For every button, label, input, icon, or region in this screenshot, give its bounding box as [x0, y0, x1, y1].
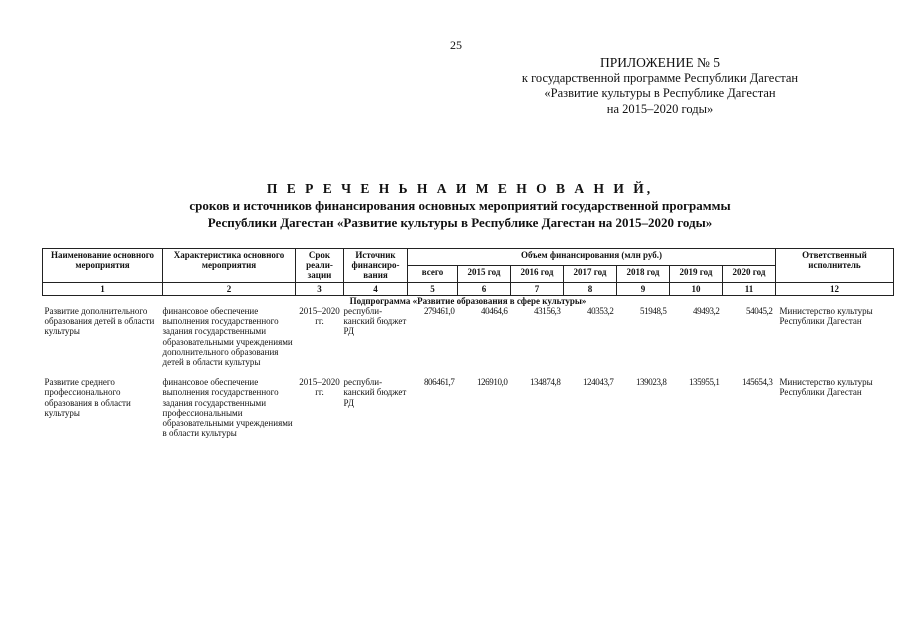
financing-table	[42, 248, 894, 438]
heading-title: П Е Р Е Ч Е Н Ь Н А И М Е Н О В А Н И Й,	[266, 181, 654, 196]
column-number: 12	[776, 282, 894, 295]
column-number: 8	[564, 282, 617, 295]
column-number: 9	[617, 282, 670, 295]
page-number: 25	[450, 38, 462, 52]
header-total: всего	[408, 265, 458, 282]
appendix-line-4: на 2015–2020 годы»	[606, 101, 714, 116]
row-2016: 134874,8	[529, 377, 561, 388]
column-number: 5	[408, 282, 458, 295]
heading-subtitle-1: сроков и источников финансирования основных мероприятий государственной программы	[189, 198, 731, 213]
header-name: Наименование основного мероприятия	[43, 249, 163, 283]
heading-subtitle-2: Республики Дагестан «Развитие культуры в Республике Дагестан на 2015–2020 годы»	[207, 215, 713, 230]
header-volume: Объем финансирования (млн руб.)	[408, 249, 776, 266]
row-term: 2015–2020 гг.	[299, 306, 340, 327]
appendix-line-3: «Развитие культуры в Республике Дагестан	[544, 86, 776, 100]
row-description: финансовое обеспечение выполнения государственного задания государственными образовательными учреждениями дополнительного образования детей в области культуры	[162, 306, 293, 368]
header-description: Характеристика основного мероприятия	[163, 249, 296, 283]
row-2020: 54045,2	[746, 306, 773, 317]
header-source: Источник финансиро-вания	[344, 249, 408, 283]
row-total: 279461,0	[423, 306, 455, 317]
row-2020: 145654,3	[741, 377, 773, 388]
row-total: 806461,7	[423, 377, 455, 388]
row-name: Развитие дополнительного образования детей в области культуры	[44, 306, 155, 337]
appendix-title: ПРИЛОЖЕНИЕ № 5	[599, 55, 721, 70]
row-2018: 51948,5	[640, 306, 667, 317]
table-row	[43, 377, 894, 438]
column-number: 6	[458, 282, 511, 295]
row-2017: 124043,7	[582, 377, 614, 388]
row-description: финансовое обеспечение выполнения государственного задания государственными профессиональными образовательными учреждениями в области культуры	[162, 377, 293, 439]
row-name: Развитие среднего профессионального образования в области культуры	[44, 377, 131, 418]
column-number: 4	[344, 282, 408, 295]
row-2015: 126910,0	[476, 377, 508, 388]
appendix-block	[470, 55, 850, 117]
header-2018: 2018 год	[617, 265, 670, 282]
header-executor: Ответственный исполнитель	[776, 249, 894, 283]
row-executor: Министерство культуры Республики Дагестан	[779, 306, 873, 327]
header-2020: 2020 год	[723, 265, 776, 282]
header-term: Срок реали-зации	[296, 249, 344, 283]
appendix-line-2: к государственной программе Республики Дагестан	[521, 70, 799, 85]
column-number: 3	[296, 282, 344, 295]
row-spacer	[43, 367, 894, 377]
row-2015: 40464,6	[481, 306, 508, 317]
table-row	[43, 306, 894, 367]
row-source: республи-канский бюджет РД	[343, 377, 407, 408]
column-number: 1	[43, 282, 163, 295]
header-2016: 2016 год	[511, 265, 564, 282]
row-2018: 139023,8	[635, 377, 667, 388]
row-executor: Министерство культуры Республики Дагестан	[779, 377, 873, 398]
header-2017: 2017 год	[564, 265, 617, 282]
subprogram-title: Подпрограмма «Развитие образования в сфере культуры»	[349, 295, 587, 306]
column-number: 10	[670, 282, 723, 295]
row-term: 2015–2020 гг.	[299, 377, 340, 398]
row-2016: 43156,3	[534, 306, 561, 317]
row-2019: 49493,2	[693, 306, 720, 317]
row-2019: 135955,1	[688, 377, 720, 388]
document-heading	[60, 180, 860, 231]
row-2017: 40353,2	[587, 306, 614, 317]
row-source: республи-канский бюджет РД	[343, 306, 407, 337]
header-2015: 2015 год	[458, 265, 511, 282]
column-number: 2	[163, 282, 296, 295]
header-2019: 2019 год	[670, 265, 723, 282]
column-number: 11	[723, 282, 776, 295]
column-number: 7	[511, 282, 564, 295]
